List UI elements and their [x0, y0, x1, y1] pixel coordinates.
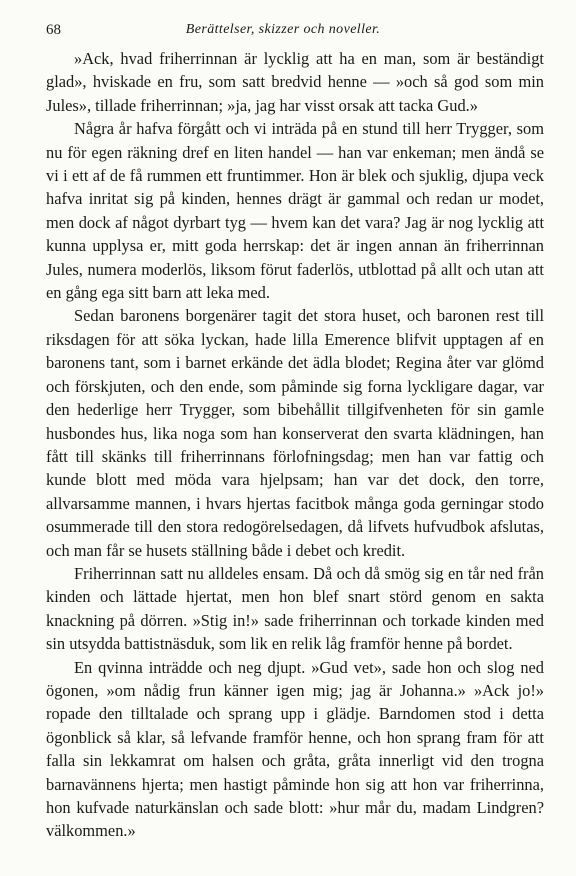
body-text [46, 47, 544, 843]
paragraph: Sedan baronens borgenärer tagit det stora huset, och baronen rest till riksdagen för att söka lyckan, hade lilla Emerence blifvit upptagen af en baronens tant, som i barnet erkände det ädla blodet; Regina åter var glömd och förskjuten, och den ende, som påminde sig forna lyckligare dagar, var den hederlige herr Trygger, som bibehållit tillgifvenheten för sin gamle husbondes hus, lika noga som han konserverat den svarta klädningen, han fått till skänks till friherrinnans förlofningsdag; men han var fattig och kunde blott med möda vara hjelpsam; han var det dock, den torre, allvarsamme mannen, i hvars hjertas facitbok många goda gerningar stodo osummerade till den stora redogörelsedagen, då lifvets hufvudbok afslutas, och man får se husets ställning både i debet och kredit. [46, 306, 544, 560]
page-header [46, 22, 520, 44]
paragraph: Friherrinnan satt nu alldeles ensam. Då och då smög sig en tår ned från kinden och lättade hjertat, men hon blef snart störd genom en sakta knackning på dörren. »Stig in!» sade friherrinnan och torkade kinden med sin utsydda battistnäsduk, som lik en relik låg framför henne på bordet. [46, 563, 544, 654]
paragraph: En qvinna inträdde och neg djupt. »Gud vet», sade hon och slog ned ögonen, »om nådig frun känner igen mig; jag är Johanna.» »Ack jo!» ropade den tilltalade och sprang upp i glädje. Barndomen stod i detta ögonblick så klar, så lefvande framför henne, och hon sprang fram för att falla sin lekkamrat om halsen och gråta, gråta innerligt vid den trogna barnavännens hjerta; men hastigt påminde hon sig att hon var friherrinna, hon kufvade naturkänslan och sade blott: »hur mår du, madam Lindgren? välkommen.» [46, 657, 544, 841]
running-title: Berättelser, skizzer och noveller. [185, 22, 381, 37]
paragraph: »Ack, hvad friherrinnan är lycklig att ha en man, som är beständigt glad», hviskade en fru, som satt bredvid henne — »och så god som min Jules», tillade friherrinnan; »ja, jag har visst orsak att tacka Gud.» [46, 49, 544, 115]
paragraph: Några år hafva förgått och vi inträda på en stund till herr Trygger, som nu för egen räkning dref en liten handel — han var enkeman; men ändå se vi i ett af de få rummen ett fruntimmer. Hon är blek och sjuklig, djupa veck hafva inritat sig på kinden, hennes drägt är gammal och redan ur modet, men dock af något dyrbart tyg — hvem kan det vara? Jag är nog lycklig att kunna upplysa er, mitt goda herrskap: det är ingen annan än friherrinnan Jules, numera moderlös, liksom förut faderlös, utblottad på allt och utan att en gång ega sitt barn att leka med. [46, 119, 544, 303]
page-number: 68 [46, 22, 61, 38]
